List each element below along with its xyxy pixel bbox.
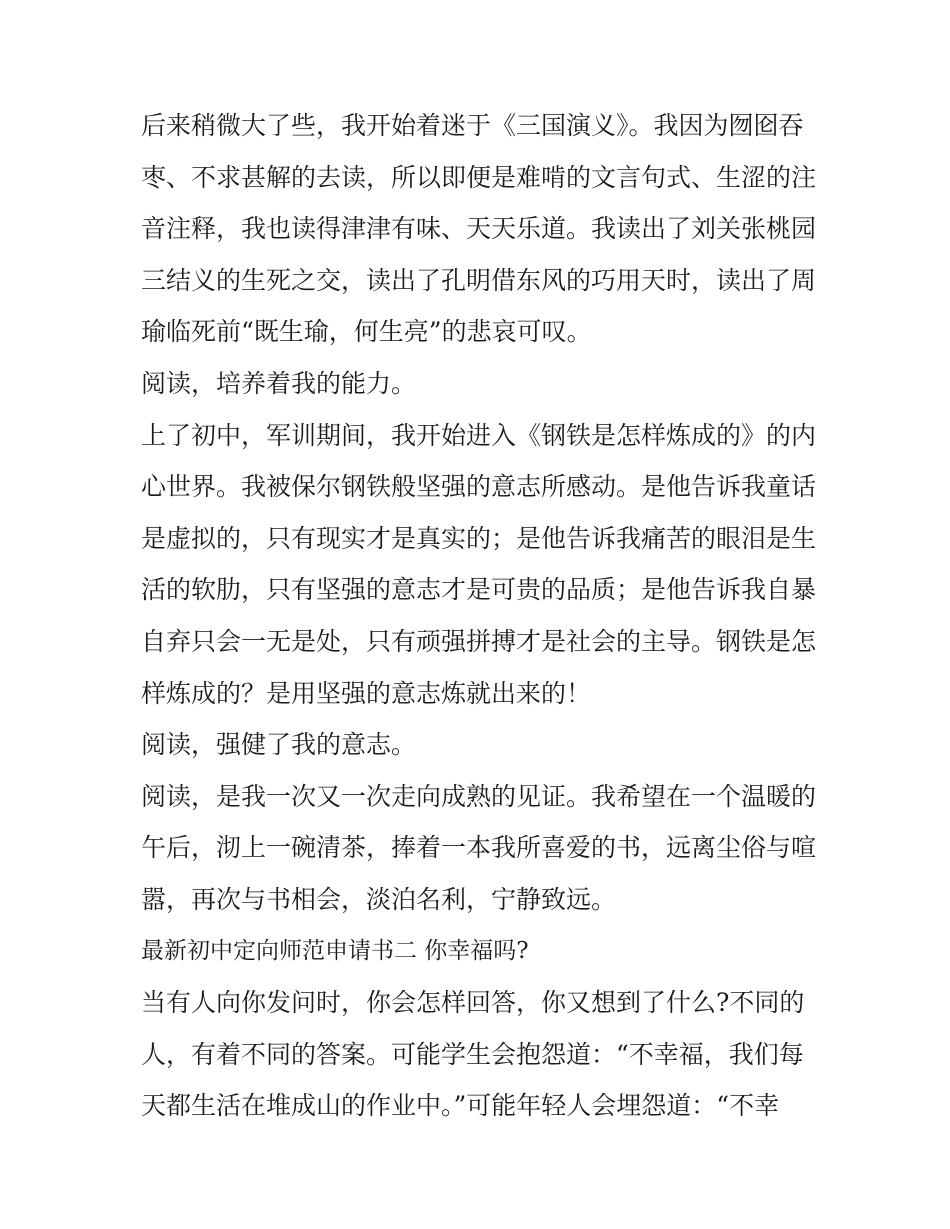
section-heading: 最新初中定向师范申请书二 你幸福吗?: [141, 937, 529, 964]
paragraph-mature: 阅读，是我一次又一次走向成熟的见证。我希望在一个温暖的午后，沏上一碗清茶，捧着一本我所喜爱的书，远离尘俗与喧嚣，再次与书相会，淡泊名利，宁静致远。: [141, 781, 817, 914]
document-body: [141, 100, 821, 1132]
paragraph-steel: 上了初中，军训期间，我开始进入《钢铁是怎样炼成的》的内心世界。我被保尔钢铁般坚强的意志所感动。是他告诉我童话是虚拟的，只有现实才是真实的；是他告诉我痛苦的眼泪是生活的软肋，只有坚强的意志才是可贵的品质；是他告诉我自暴自弃只会一无是处，只有顽强拼搏才是社会的主导。钢铁是怎样炼成的？是用坚强的意志炼就出来的！: [141, 420, 817, 708]
paragraph-ability: 阅读，培养着我的能力。: [141, 368, 417, 398]
paragraph-happiness: 当有人向你发问时，你会怎样回答，你又想到了什么?不同的人，有着不同的答案。可能学生会抱怨道：“不幸福，我们每天都生活在堆成山的作业中。”可能年轻人会埋怨道：“不幸: [141, 988, 805, 1121]
paragraph-sanguo: 后来稍微大了些，我开始着迷于《三国演义》。我因为囫囵吞枣、不求甚解的去读，所以即便是难啃的文言句式、生涩的注音注释，我也读得津津有味、天天乐道。我读出了刘关张桃园三结义的生死之交，读出了孔明借东风的巧用天时，读出了周瑜临死前“既生瑜，何生亮”的悲哀可叹。: [141, 111, 817, 347]
paragraph-will: 阅读，强健了我的意志。: [141, 730, 417, 760]
